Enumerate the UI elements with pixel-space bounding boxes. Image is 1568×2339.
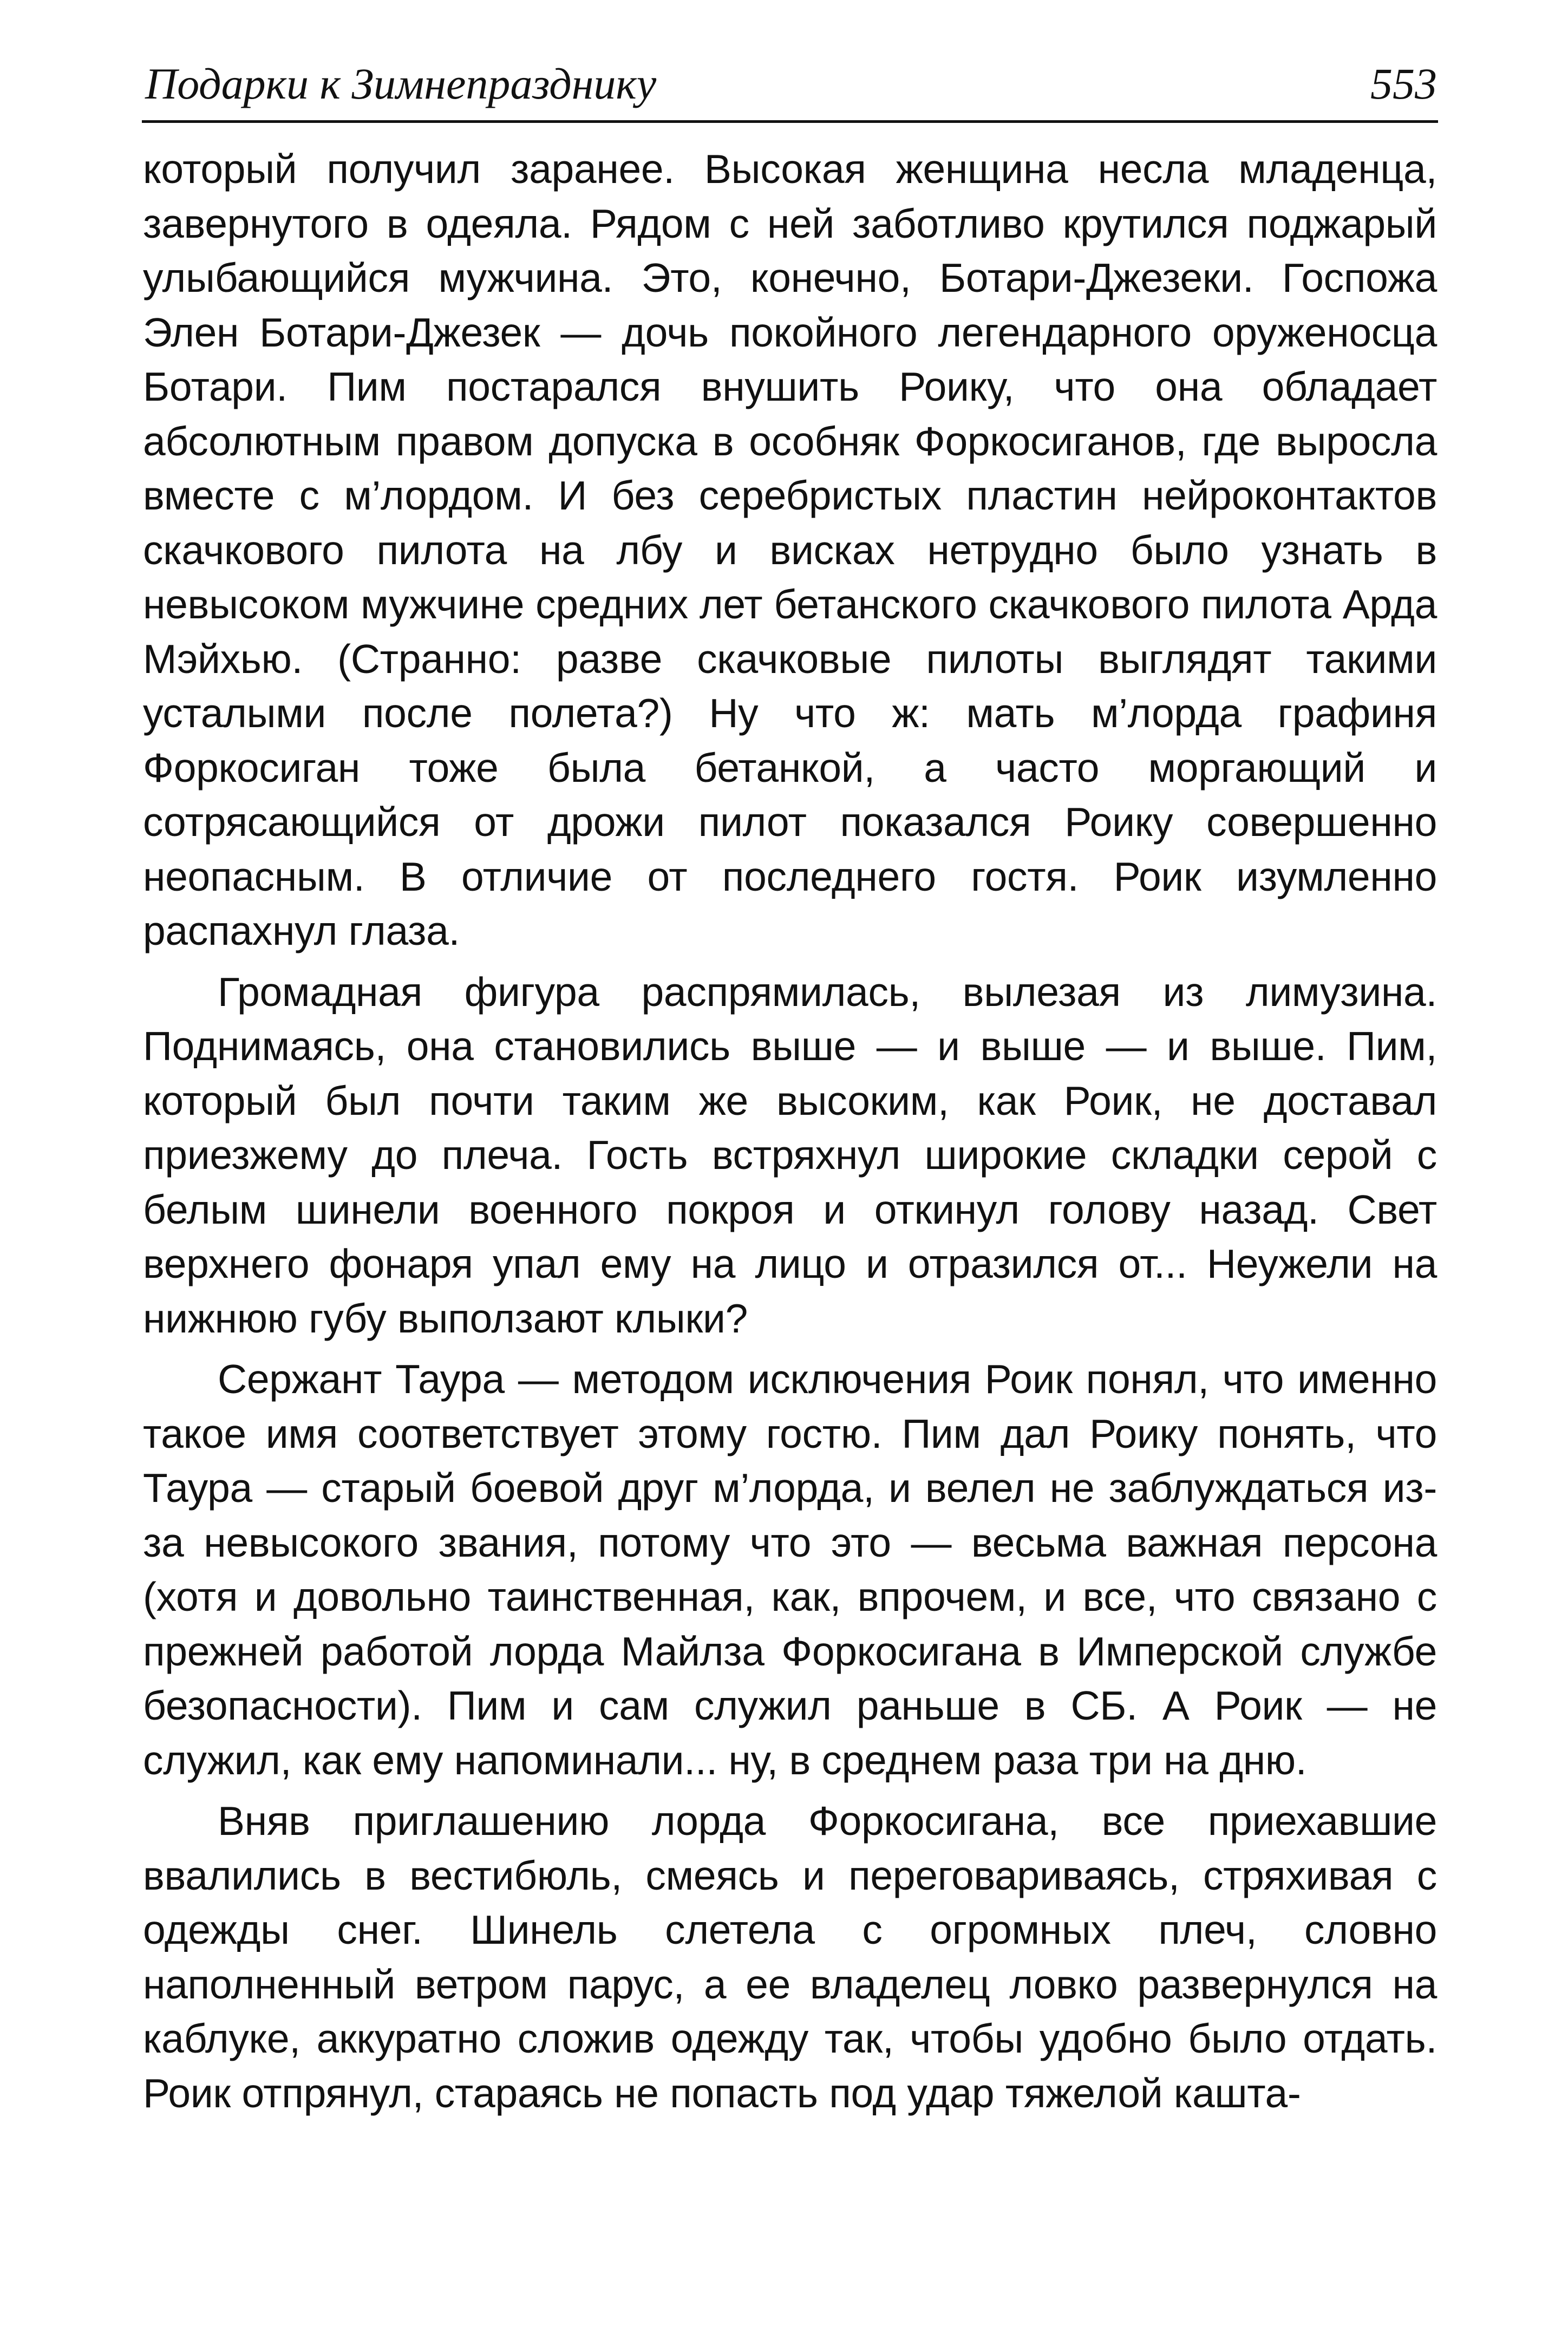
paragraph-1: который получил заранее. Высокая женщина несла младенца, завернутого в одеяла. Рядом с ней заботливо крутился поджарый улыбающийся мужчина. Это, конечно, Ботари-Джезеки. Госпожа Элен Ботари-Джезек — дочь покойного легендарного оруженосца Ботари. Пим постарался внушить Роику, что она обладает абсолютным правом допуска в особняк Форкосиганов, где выросла вместе с м’лордом. И без серебристых пластин нейроконтактов скачкового пилота на лбу и висках нетрудно было узнать в невысоком мужчине средних лет бетанского скачкового пилота Арда Мэйхью. (Странно: разве скачковые пилоты выглядят такими усталыми после полета?) Ну что ж: мать м’лорда графиня Форкосиган тоже была бетанкой, а часто моргающий и сотрясающийся от дрожи пилот показался Роику совершенно неопасным. В отличие от последнего гостя. Роик изумленно распахнул глаза. [143,146,1437,953]
paragraph-4: Вняв приглашению лорда Форкосигана, все приехавшие ввалились в вестибюль, смеясь и переговариваясь, стряхивая с одежды снег. Шинель слетела с огромных плеч, словно наполненный ветром парус, а ее владелец ловко развернулся на каблуке, аккуратно сложив одежду так, чтобы удобно было отдать. Роик отпрянул, стараясь не попасть под удар тяжелой кашта- [143,1798,1437,2116]
running-title: Подарки к Зимнепразднику [145,59,657,108]
body-text [143,142,1437,2120]
running-head [145,54,1437,114]
paragraph-2: Громадная фигура распрямилась, вылезая из лимузина. Поднимаясь, она становились выше — и выше — и выше. Пим, который был почти таким же высоким, как Роик, не доставал приезжему до плеча. Гость встряхнул широкие складки серой с белым шинели военного покроя и откинул голову назад. Свет верхнего фонаря упал ему на лицо и отразился от... Неужели на нижнюю губу выползают клыки? [143,969,1437,1341]
paragraph-3: Сержант Таура — методом исключения Роик понял, что именно такое имя соответствует этому гостю. Пим дал Роику понять, что Таура — старый боевой друг м’лорда, и велел не заблуждаться из-за невысокого звания, потому что это — весьма важная персона (хотя и довольно таинственная, как, впрочем, и все, что связано с прежней работой лорда Майлза Форкосигана в Имперской службе безопасности). Пим и сам служил раньше в СБ. А Роик — не служил, как ему напоминали... ну, в среднем раза три на дню. [143,1356,1437,1783]
header-rule [142,120,1438,123]
page-number: 553 [1370,59,1437,108]
